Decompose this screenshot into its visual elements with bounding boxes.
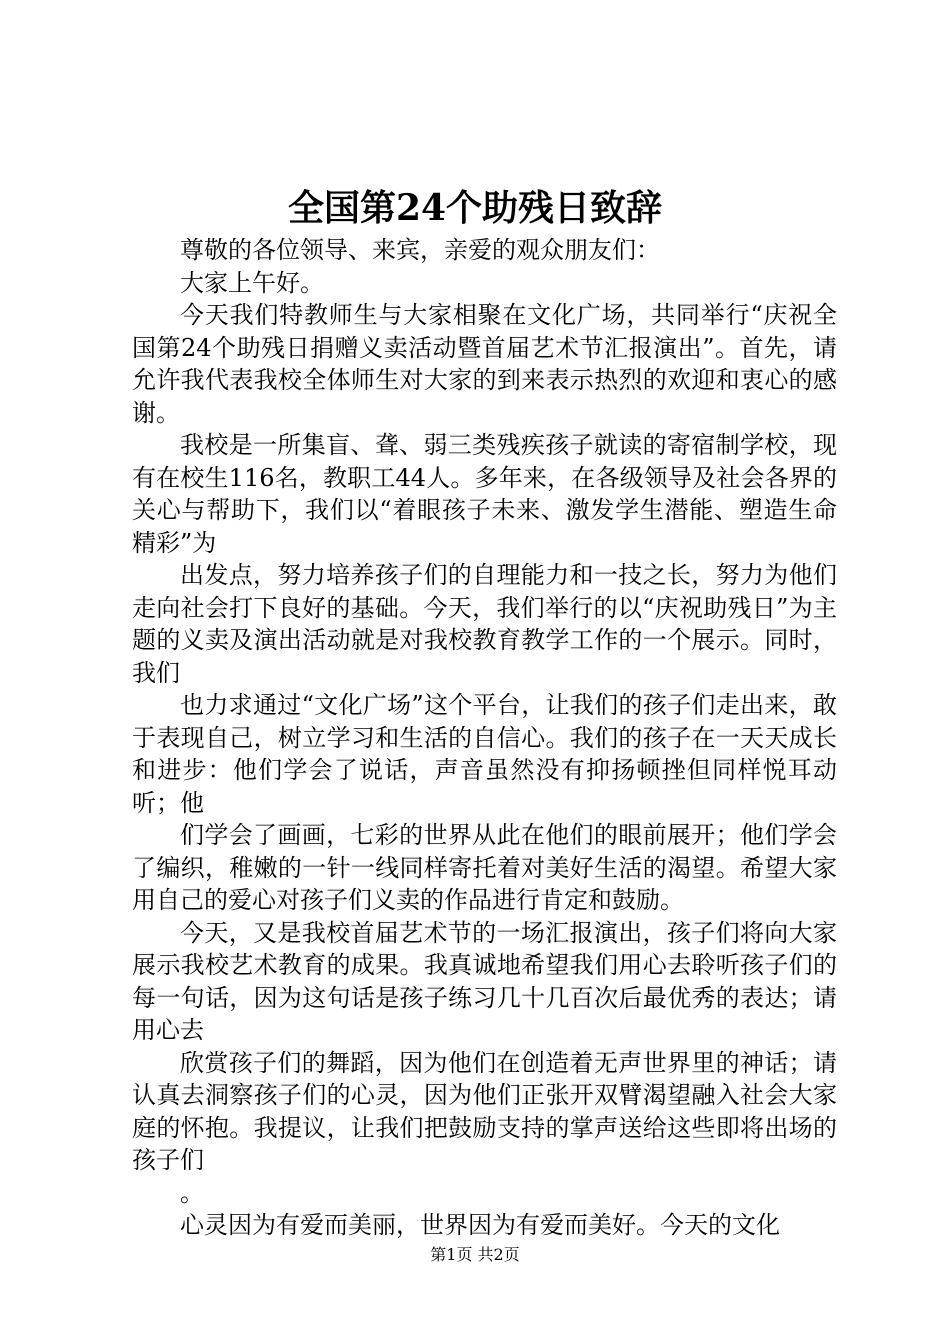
body-paragraph: 欣赏孩子们的舞蹈，因为他们在创造着无声世界里的神话；请认真去洞察孩子们的心灵，因为他们正张开双臂渴望融入社会大家庭的怀抱。我提议，让我们把鼓励支持的掌声送给这些即将出场的孩子们 xyxy=(132,1048,837,1174)
document-title: 全国第24个助残日致辞 xyxy=(287,187,663,229)
body-paragraph: 今天我们特教师生与大家相聚在文化广场，共同举行“庆祝全国第24个助残日捐赠义卖活动暨首届艺术节汇报演出”。首先，请允许我代表我校全体师生对大家的到来表示热烈的欢迎和衷心的感谢。 xyxy=(132,301,837,427)
body-paragraph: 也力求通过“文化广场”这个平台，让我们的孩子们走出来，敢于表现自己，树立学习和生活的自信心。我们的孩子在一天天成长和进步：他们学会了说话，声音虽然没有抑扬顿挫但同样悦耳动听；他 xyxy=(132,691,837,817)
document-body xyxy=(132,234,837,1242)
body-paragraph: 我校是一所集盲、聋、弱三类残疾孩子就读的寄宿制学校，现有在校生116名，教职工44人。多年来，在各级领导及社会各界的关心与帮助下，我们以“着眼孩子未来、激发学生潜能、塑造生命精彩”为 xyxy=(132,431,837,557)
stray-period-line: 。 xyxy=(180,1178,204,1207)
body-paragraph: 出发点，努力培养孩子们的自理能力和一技之长，努力为他们走向社会打下良好的基础。今天，我们举行的以“庆祝助残日”为主题的义卖及演出活动就是对我校教育教学工作的一个展示。同时，我们 xyxy=(132,561,837,687)
greeting-paragraph: 大家上午好。 xyxy=(180,268,324,297)
page-footer: 第1页 共2页 xyxy=(430,1245,520,1264)
body-paragraph: 今天，又是我校首届艺术节的一场汇报演出，孩子们将向大家展示我校艺术教育的成果。我真诚地希望我们用心去聆听孩子们的每一句话，因为这句话是孩子练习几十几百次后最优秀的表达；请用心去 xyxy=(132,918,837,1044)
body-paragraph: 心灵因为有爱而美丽，世界因为有爱而美好。今天的文化 xyxy=(180,1211,780,1239)
body-paragraph: 们学会了画画，七彩的世界从此在他们的眼前展开；他们学会了编织，稚嫩的一针一线同样寄托着对美好生活的渴望。希望大家用自己的爱心对孩子们义卖的作品进行肯定和鼓励。 xyxy=(132,821,837,914)
salutation-paragraph: 尊敬的各位领导、来宾，亲爱的观众朋友们： xyxy=(180,236,660,264)
